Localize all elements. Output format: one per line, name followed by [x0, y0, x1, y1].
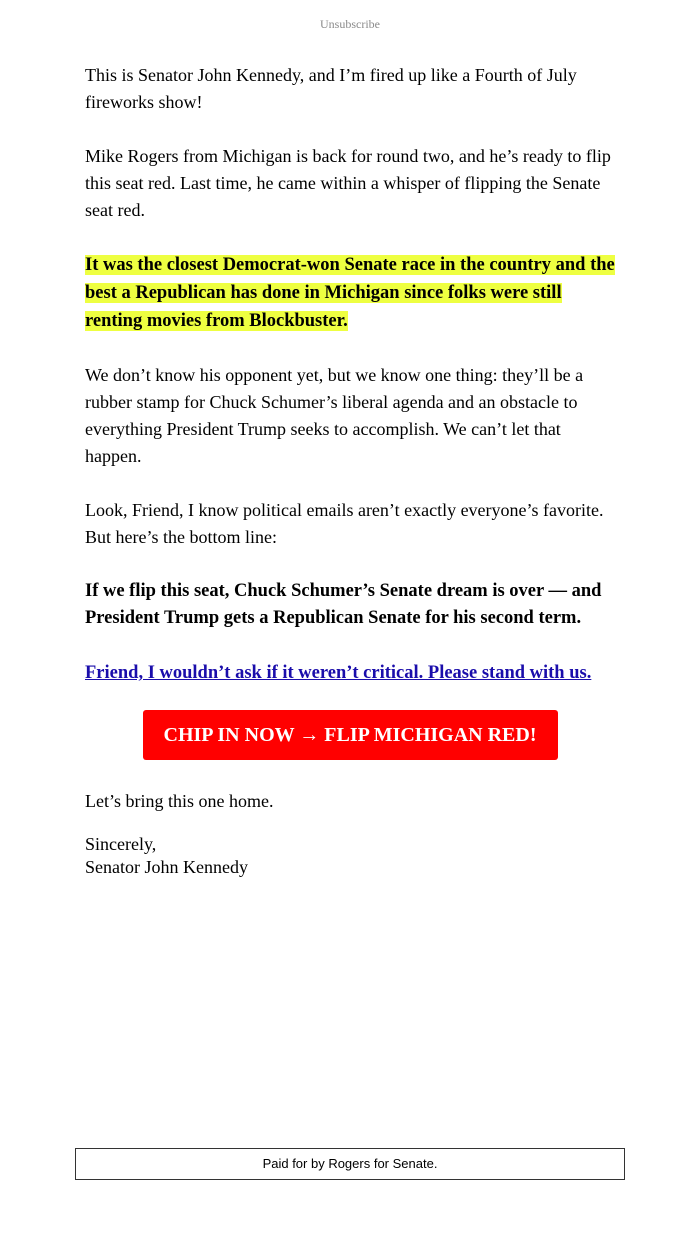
email-body — [85, 62, 615, 879]
opponent-paragraph: We don’t know his opponent yet, but we know one thing: they’ll be a rubber stamp for Chuck Schumer’s liberal agenda and an obstacle to everything President Trump seeks to accomplish. We can’t let that happen. — [85, 365, 584, 466]
cta-container — [85, 710, 615, 760]
rogers-paragraph: Mike Rogers from Michigan is back for round two, and he’s ready to flip this seat red. Last time, he came within a whisper of flipping the Senate seat red. — [85, 146, 611, 220]
signature-name: Senator John Kennedy — [85, 857, 248, 877]
flip-seat-paragraph: If we flip this seat, Chuck Schumer’s Senate dream is over — and President Trump gets a Republican Senate for his second term. — [85, 581, 602, 628]
unsubscribe-link[interactable]: Unsubscribe — [320, 17, 380, 31]
paid-for-disclaimer: Paid for by Rogers for Senate. — [75, 1148, 625, 1180]
intro-paragraph: This is Senator John Kennedy, and I’m fired up like a Fourth of July fireworks show! — [85, 65, 577, 112]
chip-in-button[interactable]: CHIP IN NOW → FLIP MICHIGAN RED! — [143, 710, 558, 760]
bottom-line-paragraph: Look, Friend, I know political emails aren’t exactly everyone’s favorite. But here’s the bottom line: — [85, 500, 604, 547]
closing-line: Let’s bring this one home. — [85, 791, 274, 811]
signoff-block — [85, 833, 615, 879]
stand-with-us-link[interactable]: Friend, I wouldn’t ask if it weren’t critical. Please stand with us. — [85, 663, 592, 683]
signoff-text: Sincerely, — [85, 834, 157, 854]
highlighted-text: It was the closest Democrat-won Senate race in the country and the best a Republican has done in Michigan since folks were still renting movies from Blockbuster. — [85, 255, 615, 331]
highlighted-paragraph — [85, 251, 615, 335]
link-paragraph — [85, 659, 615, 687]
